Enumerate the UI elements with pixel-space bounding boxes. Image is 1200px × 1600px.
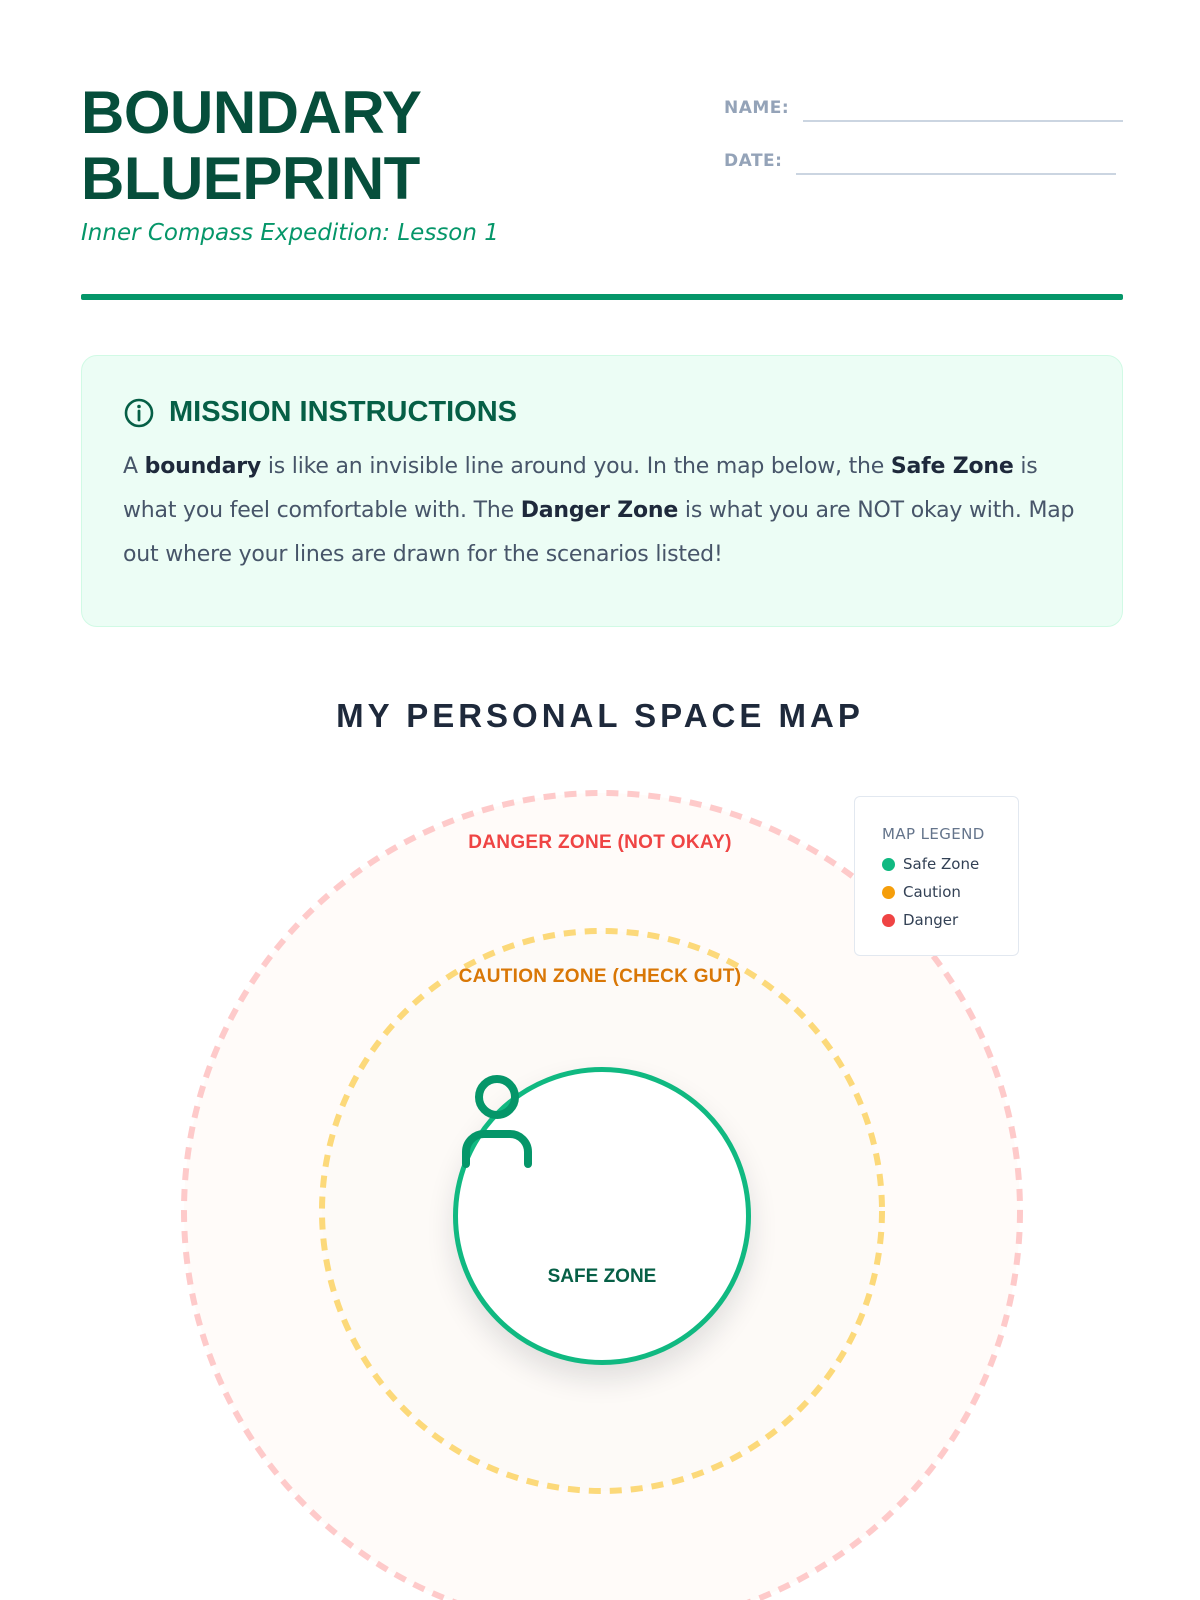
header-divider — [81, 294, 1123, 300]
date-field-row — [724, 139, 1124, 175]
legend-title: MAP LEGEND — [882, 825, 985, 843]
page-title-line-2: BLUEPRINT — [81, 145, 420, 212]
safe-dot-icon — [882, 858, 895, 871]
date-field[interactable] — [796, 145, 1116, 175]
name-field[interactable] — [803, 92, 1123, 122]
info-icon — [123, 397, 155, 429]
danger-zone-label: DANGER ZONE (NOT OKAY) — [468, 832, 732, 853]
name-label: NAME: — [724, 98, 790, 118]
person-icon — [458, 1072, 536, 1168]
bold-danger-zone: Danger Zone — [520, 498, 679, 523]
personal-space-map — [0, 780, 1200, 1600]
caution-zone-label: CAUTION ZONE (CHECK GUT) — [458, 966, 742, 987]
legend-item-label: Safe Zone — [903, 855, 980, 873]
caution-dot-icon — [882, 886, 895, 899]
legend-item-label: Danger — [903, 911, 959, 929]
mission-header — [123, 396, 1082, 429]
student-fields — [724, 86, 1124, 192]
safe-zone-label: SAFE ZONE — [547, 1266, 657, 1287]
mission-title: MISSION INSTRUCTIONS — [169, 396, 518, 428]
title-block — [81, 80, 681, 246]
mission-text: A boundary is like an invisible line around you. In the map below, the Safe Zone is what you feel comfortable with. The Danger Zone is what you are NOT okay with. Map out where your lines are drawn for the scenarios listed! — [123, 454, 1075, 567]
bold-boundary: boundary — [144, 454, 262, 479]
legend-item-caution — [882, 878, 1018, 906]
legend-item-safe — [882, 850, 1018, 878]
map-legend — [854, 796, 1019, 956]
map-title: MY PERSONAL SPACE MAP — [336, 697, 864, 734]
danger-dot-icon — [882, 914, 895, 927]
name-field-row — [724, 86, 1124, 122]
page-subtitle: Inner Compass Expedition: Lesson 1 — [81, 220, 499, 246]
legend-item-danger — [882, 906, 1018, 934]
legend-item-label: Caution — [903, 883, 961, 901]
bold-safe-zone: Safe Zone — [890, 454, 1014, 479]
mission-instructions-box — [81, 355, 1123, 627]
page-title-line-1: BOUNDARY — [81, 79, 422, 146]
safe-zone-circle — [453, 1067, 751, 1365]
date-label: DATE: — [724, 151, 783, 171]
